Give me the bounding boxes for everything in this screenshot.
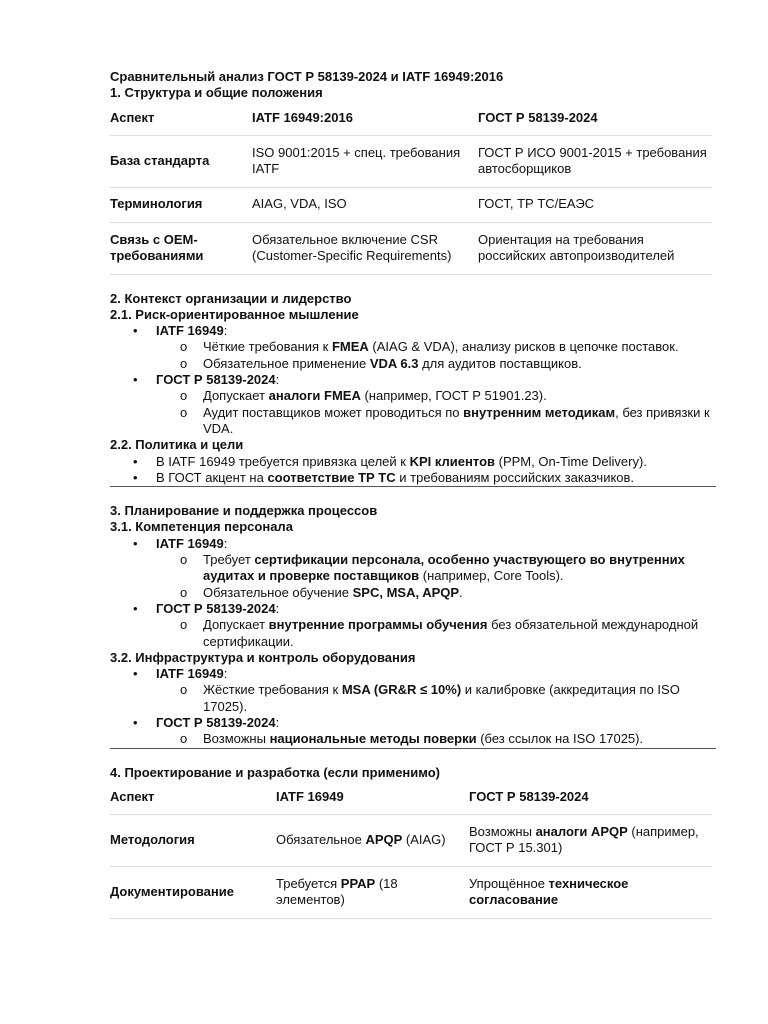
sub-bullet-list	[156, 339, 712, 372]
header-aspect: Аспект	[110, 102, 252, 136]
list-item: o Возможны национальные методы поверки (без ссылок на ISO 17025).	[110, 731, 716, 747]
cell-iatf: Обязательное APQP (AIAG)	[276, 814, 469, 866]
section-divider	[110, 454, 716, 488]
cell-gost: ГОСТ Р ИСО 9001-2015 + требования автосборщиков	[478, 135, 712, 187]
cell-iatf: Обязательное включение CSR (Customer-Specific Requirements)	[252, 222, 478, 274]
sub-bullet-list	[156, 682, 716, 715]
subsection-3-2-heading: 3.2. Инфраструктура и контроль оборудования	[110, 649, 416, 665]
list-item: • ГОСТ Р 58139-2024: o Допускает аналоги FMEA (например, ГОСТ Р 51901.23). o Аудит поставщиков может проводиться по внутренним методикам, без привязки к VDA.	[110, 372, 712, 437]
cell-gost: Ориентация на требования российских автопроизводителей	[478, 222, 712, 274]
list-item: • В IATF 16949 требуется привязка целей к KPI клиентов (PPM, On-Time Delivery).	[110, 454, 716, 470]
subsection-2-2-heading: 2.2. Политика и цели	[110, 437, 244, 453]
cell-aspect: Терминология	[110, 187, 252, 222]
cell-iatf: AIAG, VDA, ISO	[252, 187, 478, 222]
bullet-list	[110, 536, 712, 650]
header-gost: ГОСТ Р 58139-2024	[469, 781, 712, 815]
structure-table	[110, 102, 712, 275]
section-4-heading: 4. Проектирование и разработка (если применимо)	[110, 764, 440, 780]
section-3-heading: 3. Планирование и поддержка процессов	[110, 503, 378, 519]
sub-bullet-list	[156, 731, 716, 747]
table-header-row	[110, 781, 712, 815]
table-row	[110, 135, 712, 187]
list-item: o Допускает внутренние программы обучения без обязательной международной сертификации.	[110, 617, 712, 650]
document-title: Сравнительный анализ ГОСТ Р 58139-2024 и IATF 16949:2016	[110, 69, 504, 84]
list-item: o Допускает аналоги FMEA (например, ГОСТ Р 51901.23).	[110, 388, 712, 404]
list-item: o Обязательное обучение SPC, MSA, APQP.	[110, 585, 712, 601]
sub-bullet-list	[156, 552, 712, 601]
header-gost: ГОСТ Р 58139-2024	[478, 102, 712, 136]
document-page	[110, 69, 712, 919]
cell-aspect: Документирование	[110, 866, 276, 918]
list-item: • IATF 16949: o Жёсткие требования к MSA (GR&R ≤ 10%) и калибровке (аккредитация по ISO 17025).	[110, 666, 716, 715]
table-header-row	[110, 102, 712, 136]
list-item: o Жёсткие требования к MSA (GR&R ≤ 10%) и калибровке (аккредитация по ISO 17025).	[110, 682, 716, 715]
bullet-list	[110, 666, 716, 747]
header-iatf: IATF 16949	[276, 781, 469, 815]
list-item: • ГОСТ Р 58139-2024: o Возможны национальные методы поверки (без ссылок на ISO 17025).	[110, 715, 716, 748]
cell-aspect: Методология	[110, 814, 276, 866]
table-row	[110, 814, 712, 866]
section-divider	[110, 666, 716, 748]
list-item: o Чёткие требования к FMEA (AIAG & VDA), анализу рисков в цепочке поставок.	[110, 339, 712, 355]
sub-bullet-list	[156, 617, 712, 650]
list-item: • IATF 16949: o Требует сертификации персонала, особенно участвующего во внутренних аудитах и проверке поставщиков (например, Core Tools). o Обязательное обучение SPC, MSA, APQP.	[110, 536, 712, 601]
cell-iatf: ISO 9001:2015 + спец. требования IATF	[252, 135, 478, 187]
subsection-2-1-heading: 2.1. Риск-ориентированное мышление	[110, 306, 359, 322]
header-aspect: Аспект	[110, 781, 276, 815]
list-item: o Требует сертификации персонала, особенно участвующего во внутренних аудитах и проверке поставщиков (например, Core Tools).	[110, 552, 712, 585]
table-row	[110, 866, 712, 918]
cell-gost: Упрощённое техническое согласование	[469, 866, 712, 918]
list-item: • IATF 16949: o Чёткие требования к FMEA (AIAG & VDA), анализу рисков в цепочке поставок. o Обязательное применение VDA 6.3 для аудитов поставщиков.	[110, 323, 712, 372]
list-item: o Аудит поставщиков может проводиться по внутренним методикам, без привязки к VDA.	[110, 405, 712, 438]
cell-aspect: База стандарта	[110, 135, 252, 187]
sub-bullet-list	[156, 388, 712, 437]
design-table	[110, 781, 712, 919]
list-item: • ГОСТ Р 58139-2024: o Допускает внутренние программы обучения без обязательной международной сертификации.	[110, 601, 712, 650]
subsection-3-1-heading: 3.1. Компетенция персонала	[110, 519, 293, 535]
list-item: • В ГОСТ акцент на соответствие ТР ТС и требованиям российских заказчиков.	[110, 470, 716, 486]
bullet-list	[110, 454, 716, 487]
cell-gost: ГОСТ, ТР ТС/ЕАЭС	[478, 187, 712, 222]
cell-aspect: Связь с OEM-требованиями	[110, 222, 252, 274]
section-1-heading: 1. Структура и общие положения	[110, 85, 323, 101]
bullet-list	[110, 323, 712, 437]
cell-gost: Возможны аналоги APQP (например, ГОСТ Р 15.301)	[469, 814, 712, 866]
table-row	[110, 222, 712, 274]
list-item: o Обязательное применение VDA 6.3 для аудитов поставщиков.	[110, 356, 712, 372]
cell-iatf: Требуется PPAP (18 элементов)	[276, 866, 469, 918]
header-iatf: IATF 16949:2016	[252, 102, 478, 136]
table-row	[110, 187, 712, 222]
section-2-heading: 2. Контекст организации и лидерство	[110, 290, 352, 306]
